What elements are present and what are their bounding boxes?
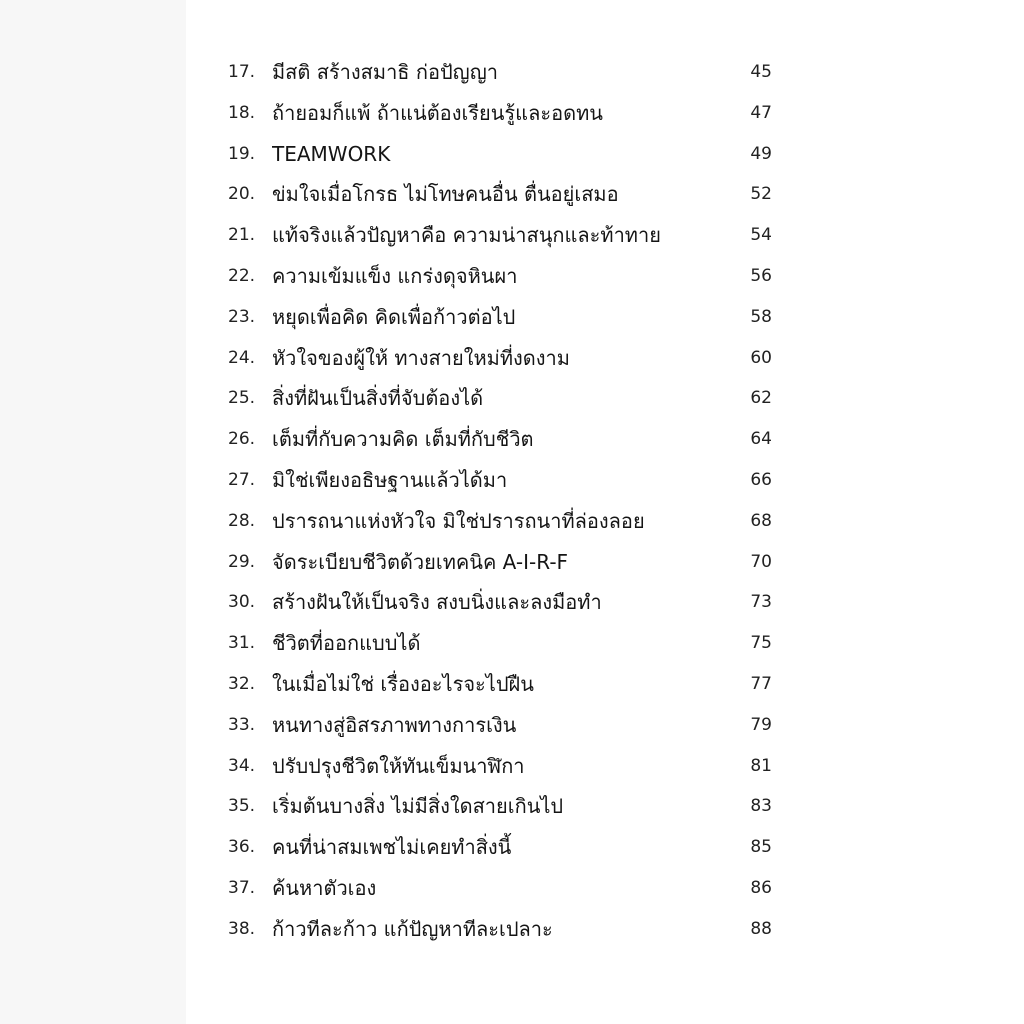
toc-entry-title: ในเมื่อไม่ใช่ เรื่องอะไรจะไปฝืน bbox=[272, 671, 534, 696]
page-margin bbox=[0, 0, 186, 1024]
toc-entry-title: คนที่น่าสมเพชไม่เคยทำสิ่งนี้ bbox=[272, 835, 512, 860]
toc-entry-title: ข่มใจเมื่อโกรธ ไม่โทษคนอื่น ตื่นอยู่เสมอ bbox=[272, 182, 619, 207]
toc-entry-number: 31. bbox=[228, 633, 256, 654]
toc-entry-number: 25. bbox=[228, 388, 256, 409]
toc-entry bbox=[186, 664, 1024, 705]
toc-entry-page: 73 bbox=[750, 592, 772, 613]
toc-entry-title: ถ้ายอมก็แพ้ ถ้าแน่ต้องเรียนรู้และอดทน bbox=[272, 100, 603, 125]
toc-entry bbox=[186, 868, 1024, 909]
toc-entry bbox=[186, 501, 1024, 542]
toc-entry-title: มิใช่เพียงอธิษฐานแล้วได้มา bbox=[272, 467, 508, 492]
toc-entry-title: หนทางสู่อิสรภาพทางการเงิน bbox=[272, 712, 517, 737]
toc-entry-title: สิ่งที่ฝันเป็นสิ่งที่จับต้องได้ bbox=[272, 386, 484, 411]
toc-entry-number: 28. bbox=[228, 510, 256, 531]
toc-entry bbox=[186, 338, 1024, 379]
toc-entry-title: ปรารถนาแห่งหัวใจ มิใช่ปรารถนาที่ล่องลอย bbox=[272, 508, 645, 533]
toc-entry-number: 37. bbox=[228, 877, 256, 898]
toc-entry-title: ค้นหาตัวเอง bbox=[272, 875, 377, 900]
toc-entry-number: 19. bbox=[228, 143, 256, 164]
toc-entry-title: เริ่มต้นบางสิ่ง ไม่มีสิ่งใดสายเกินไป bbox=[272, 794, 564, 819]
toc-entry-page: 45 bbox=[750, 62, 772, 82]
toc-entry-page: 58 bbox=[750, 306, 772, 327]
toc-entry-page: 70 bbox=[750, 551, 772, 572]
toc-entry-page: 54 bbox=[750, 225, 772, 246]
toc-entry-number: 30. bbox=[228, 592, 256, 613]
toc-entry-page: 86 bbox=[750, 877, 772, 898]
toc-entry bbox=[186, 786, 1024, 827]
toc-entry bbox=[186, 623, 1024, 664]
toc-entry-number: 26. bbox=[228, 429, 256, 450]
toc-entry-number: 35. bbox=[228, 796, 256, 817]
toc-entry-number: 21. bbox=[228, 225, 256, 246]
toc-entry-page: 83 bbox=[750, 796, 772, 817]
document-page bbox=[186, 0, 1024, 1024]
toc-entry-number: 24. bbox=[228, 347, 256, 368]
toc-entry-title: ก้าวทีละก้าว แก้ปัญหาทีละเปลาะ bbox=[272, 916, 553, 941]
toc-entry bbox=[186, 378, 1024, 419]
toc-entry-page: 62 bbox=[750, 388, 772, 409]
toc-entry bbox=[186, 705, 1024, 746]
toc-entry-number: 18. bbox=[228, 102, 256, 123]
toc-entry-title: มีสติ สร้างสมาธิ ก่อปัญญา bbox=[272, 60, 498, 84]
toc-entry-number: 38. bbox=[228, 918, 256, 939]
toc-entry-title: ปรับปรุงชีวิตให้ทันเข็มนาฬิกา bbox=[272, 753, 525, 778]
toc-entry-title: หัวใจของผู้ให้ ทางสายใหม่ที่งดงาม bbox=[272, 345, 570, 370]
toc-entry-title: ความเข้มแข็ง แกร่งดุจหินผา bbox=[272, 263, 518, 288]
toc-entry bbox=[186, 827, 1024, 868]
toc-entry-number: 20. bbox=[228, 184, 256, 205]
toc-entry bbox=[186, 52, 1024, 93]
toc-entry-page: 52 bbox=[750, 184, 772, 205]
toc-entry bbox=[186, 419, 1024, 460]
toc-entry-title: ชีวิตที่ออกแบบได้ bbox=[272, 631, 421, 656]
toc-entry bbox=[186, 582, 1024, 623]
toc-entry-title: จัดระเบียบชีวิตด้วยเทคนิค A-I-R-F bbox=[272, 549, 569, 574]
toc-entry bbox=[186, 174, 1024, 215]
toc-entry-number: 29. bbox=[228, 551, 256, 572]
toc-entry bbox=[186, 460, 1024, 501]
toc-entry bbox=[186, 297, 1024, 338]
toc-entry-page: 60 bbox=[750, 347, 772, 368]
toc-entry-page: 77 bbox=[750, 673, 772, 694]
toc-entry-page: 56 bbox=[750, 265, 772, 286]
toc-entry-number: 34. bbox=[228, 755, 256, 776]
toc-entry-page: 68 bbox=[750, 510, 772, 531]
toc-entry-page: 81 bbox=[750, 755, 772, 776]
toc-entry bbox=[186, 215, 1024, 256]
table-of-contents bbox=[186, 52, 1024, 950]
toc-entry-page: 47 bbox=[750, 102, 772, 123]
toc-entry bbox=[186, 909, 1024, 950]
toc-entry-page: 85 bbox=[750, 837, 772, 858]
toc-entry-number: 17. bbox=[228, 62, 256, 82]
toc-entry bbox=[186, 256, 1024, 297]
toc-entry-title: แท้จริงแล้วปัญหาคือ ความน่าสนุกและท้าทาย bbox=[272, 223, 661, 248]
toc-entry-page: 79 bbox=[750, 714, 772, 735]
toc-entry bbox=[186, 542, 1024, 583]
toc-entry-number: 27. bbox=[228, 469, 256, 490]
toc-entry-number: 22. bbox=[228, 265, 256, 286]
toc-entry-title: หยุดเพื่อคิด คิดเพื่อก้าวต่อไป bbox=[272, 304, 516, 329]
toc-entry-page: 49 bbox=[750, 143, 772, 164]
toc-entry-title: TEAMWORK bbox=[272, 141, 391, 166]
toc-entry-page: 66 bbox=[750, 469, 772, 490]
toc-entry bbox=[186, 93, 1024, 134]
toc-entry-page: 75 bbox=[750, 633, 772, 654]
toc-entry bbox=[186, 134, 1024, 175]
toc-entry-number: 36. bbox=[228, 837, 256, 858]
toc-entry-page: 64 bbox=[750, 429, 772, 450]
toc-entry-number: 23. bbox=[228, 306, 256, 327]
toc-entry-title: สร้างฝันให้เป็นจริง สงบนิ่งและลงมือทำ bbox=[272, 590, 602, 615]
toc-entry bbox=[186, 746, 1024, 787]
toc-entry-title: เต็มที่กับความคิด เต็มที่กับชีวิต bbox=[272, 427, 534, 452]
toc-entry-page: 88 bbox=[750, 918, 772, 939]
toc-entry-number: 32. bbox=[228, 673, 256, 694]
toc-entry-number: 33. bbox=[228, 714, 256, 735]
